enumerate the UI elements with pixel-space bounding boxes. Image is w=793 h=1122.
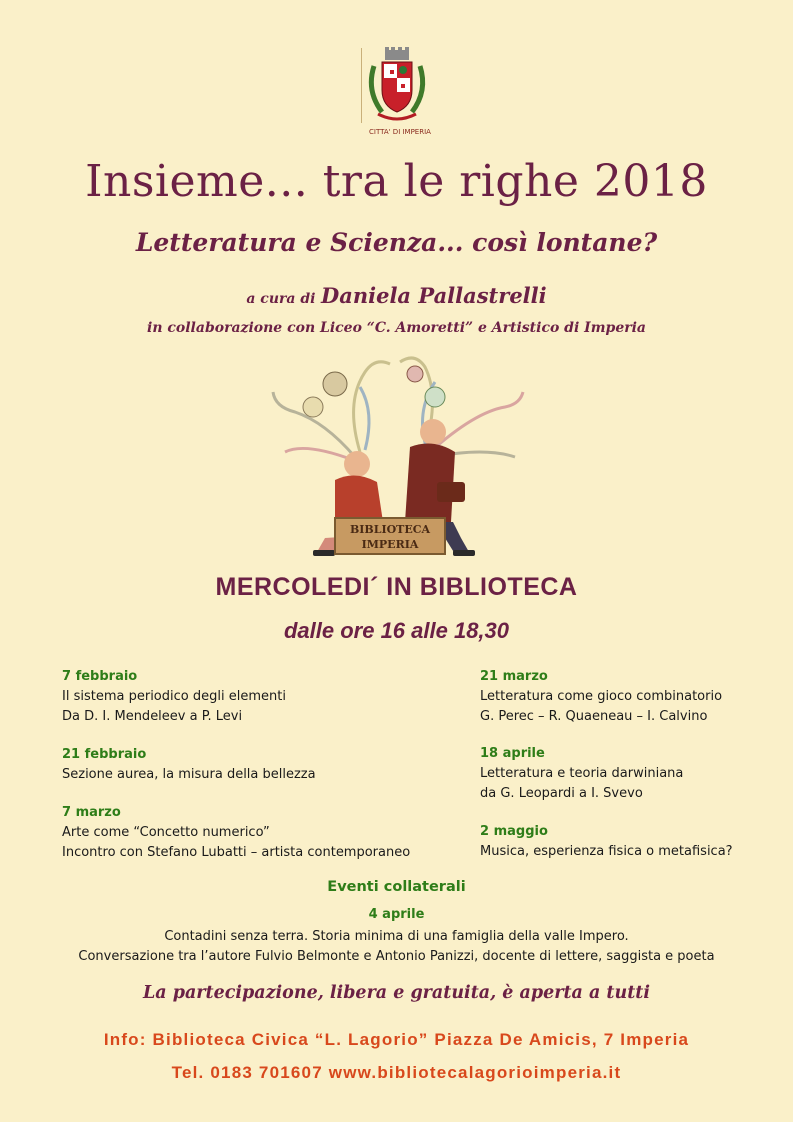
collateral-line: Contadini senza terra. Storia minima di una famiglia della valle Impero. [164, 929, 629, 944]
crest-caption: CITTA' DI IMPERIA [369, 128, 431, 136]
collateral-description [0, 927, 793, 967]
schedule-hours: dalle ore 16 alle 18,30 [283, 618, 510, 643]
event-line: Il sistema periodico degli elementi [62, 689, 286, 704]
collateral-date: 4 aprile [368, 907, 425, 922]
event-line: Arte come “Concetto numerico” [62, 825, 270, 840]
collateral-heading: Eventi collaterali [327, 879, 466, 895]
event-line: Incontro con Stefano Lubatti – artista contemporaneo [62, 845, 411, 860]
event-item [62, 745, 316, 785]
event-item [480, 822, 733, 862]
event-line: Letteratura come gioco combinatorio [480, 689, 723, 704]
event-item [480, 744, 683, 804]
event-line: Sezione aurea, la misura della bellezza [62, 767, 316, 782]
event-line: Letteratura e teoria darwiniana [480, 766, 684, 781]
page-subtitle: Letteratura e Scienza... così lontane? [135, 228, 658, 257]
info-address: Info: Biblioteca Civica “L. Lagorio” Piazza De Amicis, 7 Imperia [103, 1030, 690, 1049]
event-item [62, 667, 286, 727]
sign-text-line1: BIBLIOTECA [349, 523, 431, 536]
curator-prefix: a cura di [246, 291, 316, 307]
curator-line [0, 283, 793, 308]
collaboration-line: in collaborazione con Liceo “C. Amoretti” e Artistico di Imperia [147, 320, 646, 336]
event-line: da G. Leopardi a I. Svevo [480, 786, 643, 801]
event-item [62, 803, 410, 863]
city-crest-logo [360, 46, 434, 138]
event-date: 21 febbraio [62, 747, 147, 762]
curator-name: Daniela Pallastrelli [321, 283, 547, 308]
reading-men-illustration [265, 352, 525, 564]
event-date: 2 maggio [480, 824, 548, 839]
event-date: 21 marzo [480, 669, 548, 684]
page-title: Insieme... tra le righe 2018 [85, 156, 708, 207]
info-contact: Tel. 0183 701607 www.bibliotecalagorioimperia.it [171, 1063, 622, 1082]
sign-text-line2: IMPERIA [361, 538, 419, 551]
collateral-line: Conversazione tra l’autore Fulvio Belmonte e Antonio Panizzi, docente di lettere, saggista e poeta [78, 949, 715, 964]
event-date: 18 aprile [480, 746, 545, 761]
schedule-heading: MERCOLEDI´ IN BIBLIOTECA [215, 573, 578, 601]
event-date: 7 febbraio [62, 669, 138, 684]
event-line: G. Perec – R. Quaeneau – I. Calvino [480, 709, 708, 724]
participation-note: La partecipazione, libera e gratuita, è aperta a tutti [142, 983, 651, 1003]
event-line: Musica, esperienza fisica o metafisica? [480, 844, 733, 859]
event-item [480, 667, 722, 727]
event-line: Da D. I. Mendeleev a P. Levi [62, 709, 243, 724]
event-date: 7 marzo [62, 805, 121, 820]
